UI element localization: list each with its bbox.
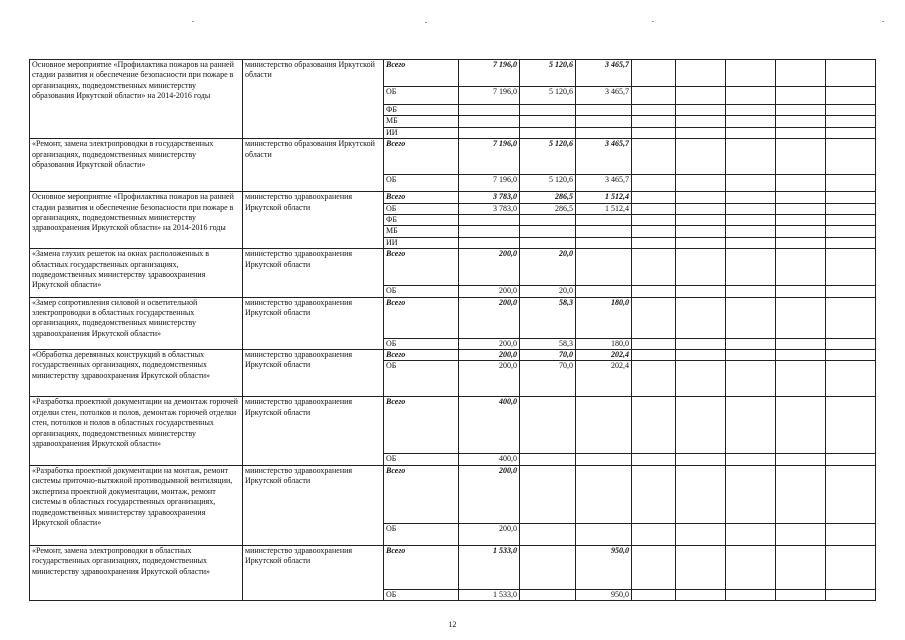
activity-description: «Разработка проектной документации на монтаж, ремонт системы приточно-вытяжной противодымной вентиляции, экспертиза проектной документации, монтаж, ремонт системы в областных государственных организациях, подведомственных министерству здравоохранения Иркутской области» — [30, 465, 243, 545]
source-label: Всего — [384, 249, 459, 286]
table-row — [30, 545, 876, 589]
ob-value-1: 200,0 — [459, 338, 520, 349]
ob-value-3: 950,0 — [576, 589, 632, 600]
activity-description: «Замер сопротивления силовой и осветительной электропроводки в областных государственных организациях, подведомственных министерству здравоохранения Иркутской области» — [30, 297, 243, 349]
source-label: ИИ — [384, 237, 459, 248]
responsible-ministry: министерство здравоохранения Иркутской области — [243, 249, 384, 297]
ob-value-1: 200,0 — [459, 523, 520, 545]
ob-value-1: 1 533,0 — [459, 589, 520, 600]
total-value-1: 200,0 — [459, 249, 520, 286]
ob-value-3 — [576, 523, 632, 545]
scan-speck — [192, 21, 194, 22]
table-row — [30, 249, 876, 286]
responsible-ministry: министерство здравоохранения Иркутской области — [243, 397, 384, 465]
source-label: Всего — [384, 192, 459, 203]
total-value-3 — [576, 465, 632, 523]
source-label: МБ — [384, 116, 459, 127]
source-label: ОБ — [384, 175, 459, 192]
source-label: ИИ — [384, 127, 459, 138]
responsible-ministry: министерство здравоохранения Иркутской области — [243, 192, 384, 249]
total-value-3 — [576, 397, 632, 454]
page-number: 12 — [448, 620, 457, 629]
activity-description: Основное мероприятие «Профилактика пожаров на ранней стадии развития и обеспечение безопасности при пожаре в организациях, подведомственных министерству образования Иркутской области» на 2014-2016 годы — [30, 60, 243, 139]
source-label: ФБ — [384, 215, 459, 226]
scan-speck — [882, 21, 884, 22]
table-row — [30, 465, 876, 523]
ob-value-1: 7 196,0 — [459, 175, 520, 192]
source-label: ОБ — [384, 286, 459, 297]
total-value-3: 3 465,7 — [576, 60, 632, 87]
source-label: ОБ — [384, 338, 459, 349]
total-value-1: 1 533,0 — [459, 545, 520, 589]
ob-value-2: 5 120,6 — [520, 175, 576, 192]
ob-value-1: 3 783,0 — [459, 203, 520, 214]
responsible-ministry: министерство здравоохранения Иркутской области — [243, 297, 384, 349]
responsible-ministry: министерство образования Иркутской области — [243, 139, 384, 192]
source-label: Всего — [384, 139, 459, 175]
ob-value-3 — [576, 454, 632, 465]
total-value-1: 3 783,0 — [459, 192, 520, 203]
source-label: Всего — [384, 545, 459, 589]
total-value-2 — [520, 545, 576, 589]
ob-value-2 — [520, 454, 576, 465]
activity-description: «Разработка проектной документации на демонтаж горючей отделки стен, потолков и полов, демонтаж горючей отделки стен, потолков и полов в областных государственных организациях, подведомственных министерству здравоохранения Иркутской области» — [30, 397, 243, 465]
source-label: ОБ — [384, 87, 459, 105]
ob-value-2: 70,0 — [520, 361, 576, 397]
activity-description: «Ремонт, замена электропроводки в областных государственных организациях, подведомственных министерству здравоохранения Иркутской области» — [30, 545, 243, 600]
source-label: ОБ — [384, 454, 459, 465]
total-value-2: 5 120,6 — [520, 139, 576, 175]
responsible-ministry: министерство здравоохранения Иркутской области — [243, 545, 384, 600]
responsible-ministry: министерство образования Иркутской области — [243, 60, 384, 139]
ob-value-2: 286,5 — [520, 203, 576, 214]
total-value-2: 286,5 — [520, 192, 576, 203]
total-value-3: 950,0 — [576, 545, 632, 589]
source-label: ОБ — [384, 523, 459, 545]
source-label: Всего — [384, 297, 459, 338]
budget-table — [29, 59, 876, 601]
ob-value-2: 5 120,6 — [520, 87, 576, 105]
total-value-3: 202,4 — [576, 350, 632, 361]
total-value-3: 3 465,7 — [576, 139, 632, 175]
table-row — [30, 192, 876, 203]
scan-speck — [425, 22, 427, 23]
table-row — [30, 297, 876, 338]
total-value-3: 180,0 — [576, 297, 632, 338]
ob-value-3: 3 465,7 — [576, 175, 632, 192]
total-value-1: 400,0 — [459, 397, 520, 454]
total-value-1: 200,0 — [459, 350, 520, 361]
responsible-ministry: министерство здравоохранения Иркутской области — [243, 350, 384, 397]
ob-value-1: 400,0 — [459, 454, 520, 465]
ob-value-1: 200,0 — [459, 286, 520, 297]
activity-description: «Обработка деревянных конструкций в областных государственных организациях, подведомственных министерству здравоохранения Иркутской области» — [30, 350, 243, 397]
ob-value-1: 200,0 — [459, 361, 520, 397]
total-value-1: 200,0 — [459, 465, 520, 523]
total-value-2: 70,0 — [520, 350, 576, 361]
source-label: Всего — [384, 350, 459, 361]
source-label: ОБ — [384, 203, 459, 214]
responsible-ministry: министерство здравоохранения Иркутской области — [243, 465, 384, 545]
total-value-2 — [520, 465, 576, 523]
total-value-1: 7 196,0 — [459, 60, 520, 87]
total-value-2 — [520, 397, 576, 454]
table-row — [30, 60, 876, 87]
total-value-3 — [576, 249, 632, 286]
source-label: ФБ — [384, 105, 459, 116]
source-label: Всего — [384, 465, 459, 523]
ob-value-3: 180,0 — [576, 338, 632, 349]
ob-value-3: 202,4 — [576, 361, 632, 397]
total-value-3: 1 512,4 — [576, 192, 632, 203]
scan-speck — [652, 21, 654, 22]
total-value-2: 5 120,6 — [520, 60, 576, 87]
ob-value-2: 20,0 — [520, 286, 576, 297]
total-value-2: 58,3 — [520, 297, 576, 338]
ob-value-2: 58,3 — [520, 338, 576, 349]
total-value-1: 7 196,0 — [459, 139, 520, 175]
activity-description: Основное мероприятие «Профилактика пожаров на ранней стадии развития и обеспечение безопасности при пожаре в организациях, подведомственных министерству здравоохранения Иркутской области» на 2014-2016 годы — [30, 192, 243, 249]
source-label: Всего — [384, 397, 459, 454]
ob-value-3: 1 512,4 — [576, 203, 632, 214]
table-row — [30, 397, 876, 454]
ob-value-2 — [520, 523, 576, 545]
ob-value-2 — [520, 589, 576, 600]
ob-value-3 — [576, 286, 632, 297]
source-label: Всего — [384, 60, 459, 87]
ob-value-3: 3 465,7 — [576, 87, 632, 105]
total-value-1: 200,0 — [459, 297, 520, 338]
source-label: ОБ — [384, 589, 459, 600]
source-label: ОБ — [384, 361, 459, 397]
activity-description: «Замена глухих решеток на окнах расположенных в областных государственных организациях, подведомственных министерству здравоохранения Иркутской области» — [30, 249, 243, 297]
table-row — [30, 350, 876, 361]
table-row — [30, 139, 876, 175]
source-label: МБ — [384, 226, 459, 237]
activity-description: «Ремонт, замена электропроводки в государственных организациях, подведомственных министерству образования Иркутской области» — [30, 139, 243, 192]
total-value-2: 20,0 — [520, 249, 576, 286]
ob-value-1: 7 196,0 — [459, 87, 520, 105]
